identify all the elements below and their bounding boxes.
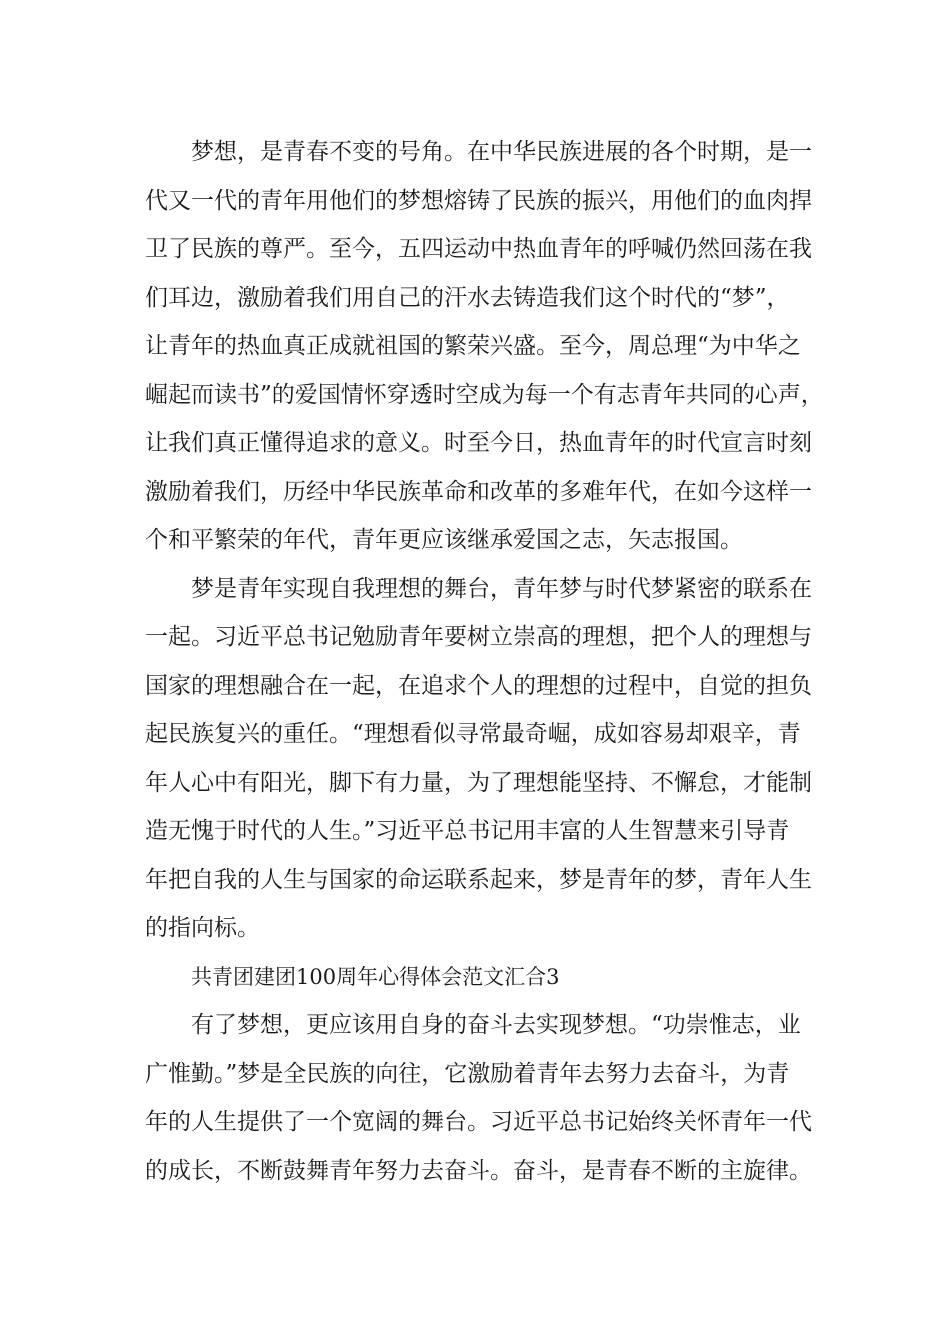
section-heading: 共青团建团100周年心得体会范文汇合3 <box>191 964 560 989</box>
paragraph-2-line-8: 的指向标。 <box>145 915 260 941</box>
paragraph-1-line-2: 代又一代的青年用他们的梦想熔铸了民族的振兴，用他们的血肉捍 <box>145 187 812 214</box>
paragraph-1-line-9: 个和平繁荣的年代，青年更应该继承爱国之志，矢志报国。 <box>145 527 743 553</box>
paragraph-1-line-1: 梦想，是青春不变的号角。在中华民族进展的各个时期，是一 <box>191 139 812 165</box>
paragraph-2-line-5: 年人心中有阳光，脚下有力量，为了理想能坚持、不懈怠，才能制 <box>145 769 812 796</box>
paragraph-1-line-4: 们耳边，激励着我们用自己的汗水去铸造我们这个时代的“梦”， <box>145 284 790 311</box>
paragraph-2-line-4: 起民族复兴的重任。“理想看似寻常最奇崛，成如容易却艰辛，青 <box>145 721 801 747</box>
paragraph-2-line-1: 梦是青年实现自我理想的舞台，青年梦与时代梦紧密的联系在 <box>191 575 812 602</box>
paragraph-1-line-6: 崛起而读书”的爱国情怀穿透时空成为每一个有志青年共同的心声， <box>145 381 824 408</box>
paragraph-2-line-6: 造无愧于时代的人生。”习近平总书记用丰富的人生智慧来引导青 <box>145 818 790 844</box>
paragraph-1-line-7: 让我们真正懂得追求的意义。时至今日，热血青年的时代宣言时刻 <box>145 430 812 456</box>
paragraph-2-line-7: 年把自我的人生与国家的命运联系起来，梦是青年的梦，青年人生 <box>145 866 812 893</box>
paragraph-3-line-3: 年的人生提供了一个宽阔的舞台。习近平总书记始终关怀青年一代 <box>145 1109 812 1135</box>
paragraph-3-line-2: 广惟勤。”梦是全民族的向往，它激励着青年去努力去奋斗，为青 <box>145 1060 790 1087</box>
paragraph-1-line-3: 卫了民族的尊严。至今，五四运动中热血青年的呼喊仍然回荡在我 <box>145 236 812 262</box>
paragraph-3-line-4: 的成长，不断鼓舞青年努力去奋斗。奋斗，是青春不断的主旋律。 <box>145 1157 812 1184</box>
paragraph-2-line-2: 一起。习近平总书记勉励青年要树立崇高的理想，把个人的理想与 <box>145 624 812 650</box>
paragraph-1-line-5: 让青年的热血真正成就祖国的繁荣兴盛。至今，周总理“为中华之 <box>145 333 801 359</box>
paragraph-2-line-3: 国家的理想融合在一起，在追求个人的理想的过程中，自觉的担负 <box>145 672 812 699</box>
paragraph-3-line-1: 有了梦想，更应该用自身的奋斗去实现梦想。“功崇惟志，业 <box>191 1012 801 1038</box>
paragraph-1-line-8: 激励着我们，历经中华民族革命和改革的多难年代，在如今这样一 <box>145 478 812 505</box>
document-body <box>145 128 824 1195</box>
